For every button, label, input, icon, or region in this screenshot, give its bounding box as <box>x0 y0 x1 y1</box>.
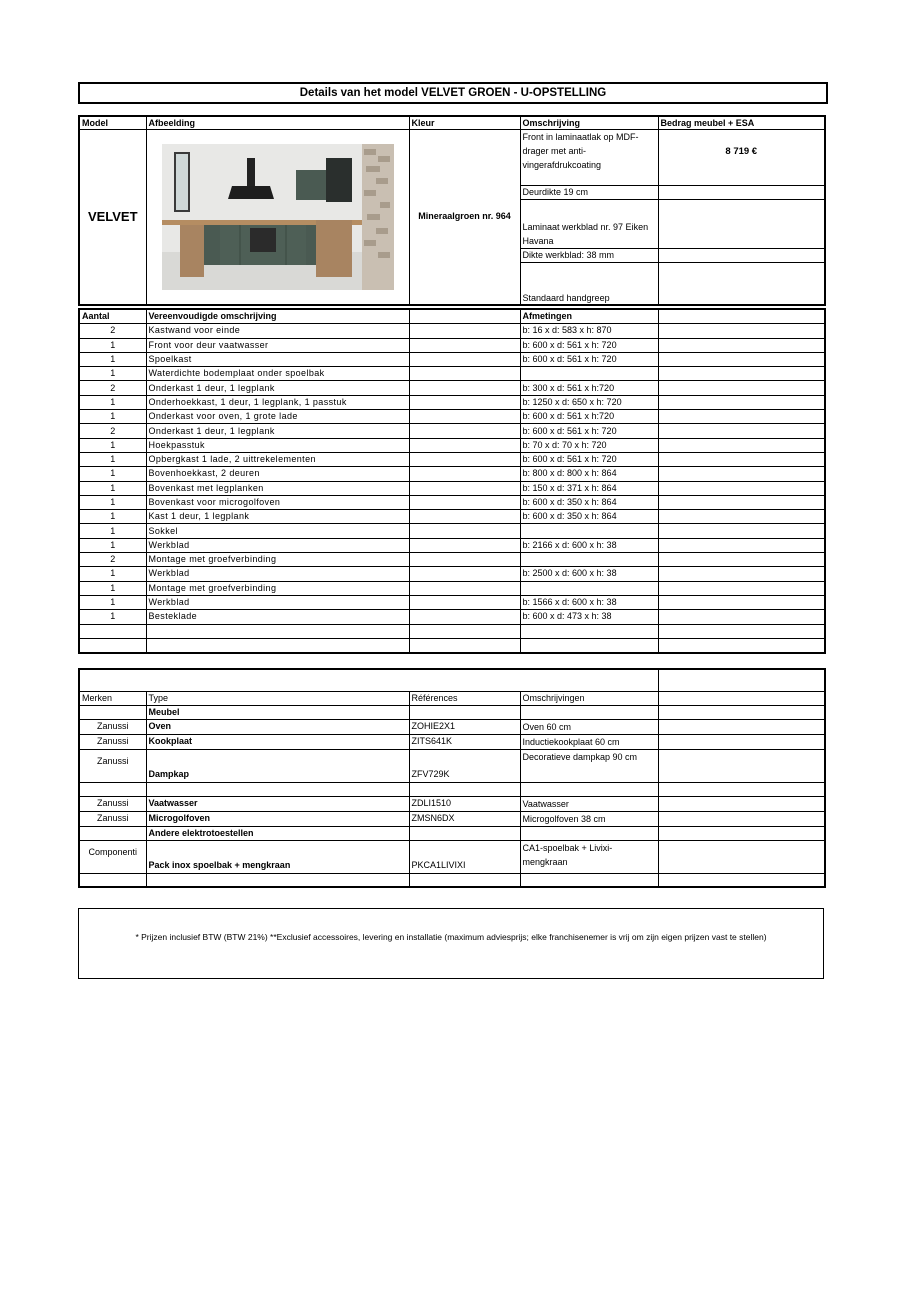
item-blank <box>658 381 825 395</box>
item-aantal: 1 <box>79 510 146 524</box>
item-omschrijving: Sokkel <box>146 524 409 538</box>
appliance-blank <box>658 705 825 719</box>
appliance-omschr <box>520 705 658 719</box>
item-aantal: 2 <box>79 324 146 338</box>
table-row <box>79 782 825 796</box>
item-blank <box>409 352 520 366</box>
table-row <box>79 749 825 782</box>
item-aantal: 1 <box>79 524 146 538</box>
item-aantal: 2 <box>79 381 146 395</box>
appliance-merk: Zanussi <box>79 749 146 782</box>
item-aantal: 2 <box>79 553 146 567</box>
item-afmetingen: b: 150 x d: 371 x h: 864 <box>520 481 658 495</box>
appliance-type <box>146 873 409 887</box>
appliance-ref: PKCA1LIVIXI <box>409 840 520 873</box>
appliances-table <box>78 668 826 888</box>
header-afbeelding: Afbeelding <box>146 116 409 130</box>
header-merken: Merken <box>79 691 146 705</box>
appliance-omschr <box>520 826 658 840</box>
price-value: 8 719 € <box>658 130 825 186</box>
item-omschrijving: Waterdichte bodemplaat onder spoelbak <box>146 367 409 381</box>
model-table <box>78 115 826 306</box>
appliance-blank <box>658 873 825 887</box>
item-aantal: 1 <box>79 567 146 581</box>
appliances-blank-row <box>79 669 825 691</box>
item-blank <box>658 624 825 638</box>
item-blank <box>409 538 520 552</box>
table-row <box>79 734 825 749</box>
item-blank <box>658 524 825 538</box>
item-blank <box>409 567 520 581</box>
appliance-omschr: Microgolfoven 38 cm <box>520 811 658 826</box>
item-afmetingen: b: 600 x d: 561 x h: 720 <box>520 352 658 366</box>
item-blank <box>409 438 520 452</box>
appliance-type: Kookplaat <box>146 734 409 749</box>
item-blank <box>409 324 520 338</box>
table-row <box>79 352 825 366</box>
appliance-merk <box>79 705 146 719</box>
omschrijving-dikte-werkblad: Dikte werkblad: 38 mm <box>520 249 658 263</box>
table-row <box>79 438 825 452</box>
appliance-merk <box>79 873 146 887</box>
item-blank <box>409 367 520 381</box>
appliance-blank <box>658 811 825 826</box>
table-row <box>79 796 825 811</box>
appliance-omschr: Oven 60 cm <box>520 719 658 734</box>
item-blank <box>658 467 825 481</box>
item-afmetingen <box>520 624 658 638</box>
footer-note: * Prijzen inclusief BTW (BTW 21%) **Exclusief accessoires, levering en installatie (maximum adviesprijs; elke franchisenemer is vrij om zijn eigen prijzen vast te stellen) <box>78 908 824 979</box>
header-afmetingen: Afmetingen <box>520 309 658 324</box>
item-blank <box>409 424 520 438</box>
appliance-ref <box>409 705 520 719</box>
item-blank <box>409 595 520 609</box>
appliance-omschr <box>520 873 658 887</box>
item-aantal: 1 <box>79 467 146 481</box>
table-row <box>79 452 825 466</box>
item-omschrijving: Besteklade <box>146 610 409 624</box>
item-afmetingen: b: 16 x d: 583 x h: 870 <box>520 324 658 338</box>
appliance-type: Oven <box>146 719 409 734</box>
item-blank <box>409 381 520 395</box>
table-row <box>79 481 825 495</box>
header-kleur: Kleur <box>409 116 520 130</box>
appliance-ref: ZITS641K <box>409 734 520 749</box>
appliance-merk: Zanussi <box>79 796 146 811</box>
item-omschrijving: Montage met groefverbinding <box>146 581 409 595</box>
item-omschrijving: Opbergkast 1 lade, 2 uittrekelementen <box>146 452 409 466</box>
item-blank <box>409 510 520 524</box>
items-table <box>78 308 826 654</box>
appliance-type: Dampkap <box>146 749 409 782</box>
item-omschrijving: Bovenkast met legplanken <box>146 481 409 495</box>
table-row <box>79 467 825 481</box>
item-omschrijving: Bovenhoekkast, 2 deuren <box>146 467 409 481</box>
item-omschrijving: Hoekpasstuk <box>146 438 409 452</box>
table-row <box>79 705 825 719</box>
item-blank <box>409 481 520 495</box>
table-row <box>79 367 825 381</box>
header-vereenvoudigde-omschrijving: Vereenvoudigde omschrijving <box>146 309 409 324</box>
item-omschrijving: Onderhoekkast, 1 deur, 1 legplank, 1 passtuk <box>146 395 409 409</box>
item-blank <box>658 538 825 552</box>
item-afmetingen: b: 600 x d: 350 x h: 864 <box>520 495 658 509</box>
item-aantal: 1 <box>79 481 146 495</box>
appliance-type: Andere elektrotoestellen <box>146 826 409 840</box>
kitchen-image-cell <box>146 130 409 305</box>
header-omschrijvingen: Omschrijvingen <box>520 691 658 705</box>
appliance-type: Microgolfoven <box>146 811 409 826</box>
appliance-blank <box>658 796 825 811</box>
item-omschrijving: Onderkast 1 deur, 1 legplank <box>146 424 409 438</box>
kleur-value: Mineraalgroen nr. 964 <box>409 130 520 305</box>
item-omschrijving <box>146 638 409 653</box>
table-row <box>79 324 825 338</box>
appliance-omschr: Vaatwasser <box>520 796 658 811</box>
item-omschrijving: Onderkast 1 deur, 1 legplank <box>146 381 409 395</box>
table-row <box>79 873 825 887</box>
appliance-blank <box>658 719 825 734</box>
table-row <box>79 567 825 581</box>
item-blank <box>658 438 825 452</box>
table-row <box>79 610 825 624</box>
item-blank <box>409 524 520 538</box>
appliance-ref: ZFV729K <box>409 749 520 782</box>
model-table-header <box>79 116 825 130</box>
appliance-merk: Componenti <box>79 840 146 873</box>
appliance-omschr: Inductiekookplaat 60 cm <box>520 734 658 749</box>
item-blank <box>658 424 825 438</box>
table-row <box>79 581 825 595</box>
item-afmetingen: b: 70 x d: 70 x h: 720 <box>520 438 658 452</box>
item-blank <box>658 481 825 495</box>
item-aantal: 1 <box>79 495 146 509</box>
item-blank <box>658 567 825 581</box>
item-omschrijving <box>146 624 409 638</box>
item-aantal: 1 <box>79 595 146 609</box>
item-afmetingen: b: 600 x d: 561 x h:720 <box>520 410 658 424</box>
item-aantal: 1 <box>79 352 146 366</box>
appliance-omschr: Decoratieve dampkap 90 cm <box>520 749 658 782</box>
kitchen-image <box>162 144 394 290</box>
item-aantal: 1 <box>79 395 146 409</box>
appliance-ref: ZOHIE2X1 <box>409 719 520 734</box>
item-blank <box>409 581 520 595</box>
item-blank <box>409 638 520 653</box>
item-afmetingen: b: 1250 x d: 650 x h: 720 <box>520 395 658 409</box>
appliance-type: Vaatwasser <box>146 796 409 811</box>
appliance-merk: Zanussi <box>79 719 146 734</box>
item-omschrijving: Montage met groefverbinding <box>146 553 409 567</box>
item-aantal: 1 <box>79 452 146 466</box>
item-blank <box>658 338 825 352</box>
item-aantal: 1 <box>79 367 146 381</box>
item-blank <box>658 352 825 366</box>
item-blank <box>658 324 825 338</box>
item-omschrijving: Kast 1 deur, 1 legplank <box>146 510 409 524</box>
item-blank <box>409 452 520 466</box>
item-blank <box>658 410 825 424</box>
table-row <box>79 424 825 438</box>
table-row <box>79 826 825 840</box>
item-afmetingen: b: 2500 x d: 600 x h: 38 <box>520 567 658 581</box>
item-afmetingen <box>520 524 658 538</box>
item-blank <box>658 395 825 409</box>
omschrijving-handgreep: Standaard handgreep <box>520 263 658 305</box>
item-blank <box>409 624 520 638</box>
page-title: Details van het model VELVET GROEN - U-OPSTELLING <box>78 82 828 104</box>
appliance-blank <box>658 826 825 840</box>
item-blank <box>658 553 825 567</box>
item-blank <box>658 581 825 595</box>
item-omschrijving: Werkblad <box>146 538 409 552</box>
appliance-omschr: CA1-spoelbak + Livixi-mengkraan <box>520 840 658 873</box>
item-afmetingen <box>520 581 658 595</box>
appliance-ref <box>409 873 520 887</box>
appliance-merk <box>79 782 146 796</box>
item-omschrijving: Onderkast voor oven, 1 grote lade <box>146 410 409 424</box>
appliances-table-header <box>79 691 825 705</box>
table-row <box>79 395 825 409</box>
item-afmetingen <box>520 553 658 567</box>
item-aantal <box>79 624 146 638</box>
appliance-blank <box>658 734 825 749</box>
item-aantal: 1 <box>79 410 146 424</box>
appliance-type: Meubel <box>146 705 409 719</box>
table-row <box>79 840 825 873</box>
header-bedrag: Bedrag meubel + ESA <box>658 116 825 130</box>
appliance-merk: Zanussi <box>79 811 146 826</box>
omschrijving-front: Front in laminaatlak op MDF-drager met anti-vingerafdrukcoating <box>520 130 658 186</box>
model-name: VELVET <box>79 130 146 305</box>
item-afmetingen: b: 1566 x d: 600 x h: 38 <box>520 595 658 609</box>
item-aantal: 1 <box>79 610 146 624</box>
table-row <box>79 510 825 524</box>
item-blank <box>658 495 825 509</box>
item-afmetingen: b: 600 x d: 561 x h: 720 <box>520 452 658 466</box>
table-row <box>79 410 825 424</box>
item-blank <box>409 553 520 567</box>
item-blank <box>409 395 520 409</box>
header-references: Références <box>409 691 520 705</box>
table-row <box>79 595 825 609</box>
item-blank <box>409 410 520 424</box>
appliance-blank <box>658 749 825 782</box>
table-row <box>79 638 825 653</box>
item-aantal: 1 <box>79 538 146 552</box>
item-blank <box>658 595 825 609</box>
item-afmetingen <box>520 638 658 653</box>
item-omschrijving: Kastwand voor einde <box>146 324 409 338</box>
table-row <box>79 495 825 509</box>
header-type: Type <box>146 691 409 705</box>
table-row <box>79 811 825 826</box>
appliance-ref <box>409 826 520 840</box>
table-row <box>79 381 825 395</box>
item-blank <box>409 610 520 624</box>
table-row <box>79 524 825 538</box>
item-aantal: 2 <box>79 424 146 438</box>
item-blank <box>658 638 825 653</box>
header-model: Model <box>79 116 146 130</box>
items-table-header <box>79 309 825 324</box>
item-afmetingen: b: 300 x d: 561 x h:720 <box>520 381 658 395</box>
appliance-merk: Zanussi <box>79 734 146 749</box>
item-aantal <box>79 638 146 653</box>
table-row <box>79 719 825 734</box>
appliance-blank <box>658 782 825 796</box>
appliance-type: Pack inox spoelbak + mengkraan <box>146 840 409 873</box>
item-afmetingen: b: 600 x d: 350 x h: 864 <box>520 510 658 524</box>
item-aantal: 1 <box>79 581 146 595</box>
omschrijving-werkblad: Laminaat werkblad nr. 97 Eiken Havana <box>520 200 658 249</box>
item-aantal: 1 <box>79 438 146 452</box>
appliance-ref <box>409 782 520 796</box>
item-blank <box>658 452 825 466</box>
item-blank <box>658 367 825 381</box>
item-blank <box>658 510 825 524</box>
item-aantal: 1 <box>79 338 146 352</box>
item-afmetingen <box>520 367 658 381</box>
item-afmetingen: b: 2166 x d: 600 x h: 38 <box>520 538 658 552</box>
item-blank <box>409 467 520 481</box>
item-afmetingen: b: 600 x d: 473 x h: 38 <box>520 610 658 624</box>
item-omschrijving: Werkblad <box>146 567 409 581</box>
item-omschrijving: Bovenkast voor microgolfoven <box>146 495 409 509</box>
table-row <box>79 553 825 567</box>
item-omschrijving: Front voor deur vaatwasser <box>146 338 409 352</box>
appliance-merk <box>79 826 146 840</box>
item-omschrijving: Spoelkast <box>146 352 409 366</box>
table-row <box>79 624 825 638</box>
appliance-ref: ZDLI1510 <box>409 796 520 811</box>
table-row <box>79 338 825 352</box>
item-afmetingen: b: 600 x d: 561 x h: 720 <box>520 338 658 352</box>
item-afmetingen: b: 800 x d: 800 x h: 864 <box>520 467 658 481</box>
appliance-ref: ZMSN6DX <box>409 811 520 826</box>
appliance-blank <box>658 840 825 873</box>
header-omschrijving: Omschrijving <box>520 116 658 130</box>
item-blank <box>409 338 520 352</box>
table-row <box>79 538 825 552</box>
omschrijving-deurdikte: Deurdikte 19 cm <box>520 186 658 200</box>
item-afmetingen: b: 600 x d: 561 x h: 720 <box>520 424 658 438</box>
item-omschrijving: Werkblad <box>146 595 409 609</box>
item-blank <box>658 610 825 624</box>
appliance-type <box>146 782 409 796</box>
appliance-omschr <box>520 782 658 796</box>
item-blank <box>409 495 520 509</box>
header-aantal: Aantal <box>79 309 146 324</box>
